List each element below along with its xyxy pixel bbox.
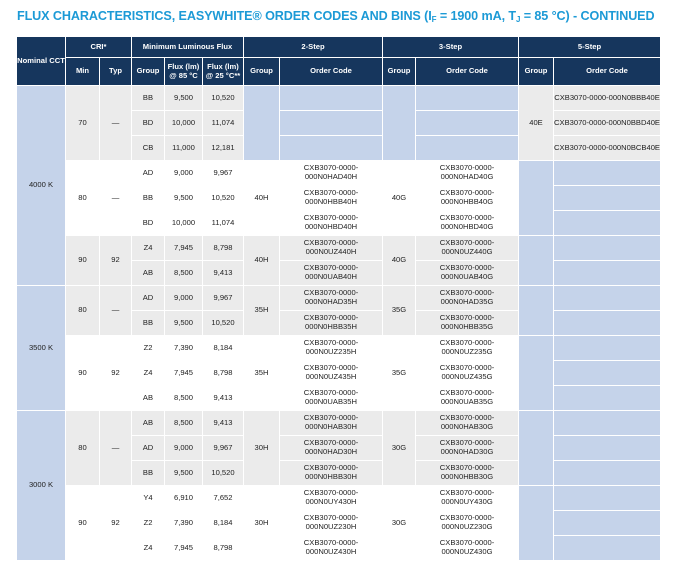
flux-group-cell: Z4 (132, 536, 165, 561)
step5-order-code-cell (554, 411, 661, 436)
flux-85-cell: 9,000 (165, 161, 203, 186)
flux-group-cell: Z2 (132, 511, 165, 536)
step2-order-code-cell: CXB3070-0000-000N0UZ430H (280, 536, 383, 561)
flux-25-cell: 10,520 (203, 461, 244, 486)
cri-typ-cell: — (100, 86, 132, 161)
table-row (17, 286, 661, 311)
step2-group-cell: 30H (244, 411, 280, 486)
step2-order-code-cell: CXB3070-0000-000N0UZ440H (280, 236, 383, 261)
nominal-cct-cell: 3500 K (17, 286, 66, 411)
nominal-cct-cell: 4000 K (17, 86, 66, 286)
step5-order-code-cell: CXB3070-0000-000N0BCB40E (554, 136, 661, 161)
flux-85-cell: 9,500 (165, 461, 203, 486)
step5-order-code-cell (554, 311, 661, 336)
page-title: FLUX CHARACTERISTICS, EASYWHITE® ORDER CODES AND BINS ($I_F = 1900$ mA, $T_J = 85$ °C) - CONTINUED (17, 9, 655, 24)
flux-85-cell: 7,390 (165, 336, 203, 361)
cri-min-cell: 70 (66, 86, 100, 161)
step2-order-code-cell: CXB3070-0000-000N0UZ435H (280, 361, 383, 386)
step5-order-code-cell (554, 386, 661, 411)
header-flux-85: Flux (lm) @ 85 °C (165, 58, 203, 86)
step5-group-cell: 40E (519, 86, 554, 161)
flux-group-cell: AB (132, 261, 165, 286)
step2-order-code-cell: CXB3070-0000-000N0UAB40H (280, 261, 383, 286)
flux-25-cell: 9,413 (203, 386, 244, 411)
flux-25-cell: 9,967 (203, 436, 244, 461)
flux-25-cell: 11,074 (203, 211, 244, 236)
cri-typ-cell: 92 (100, 486, 132, 561)
step2-order-code-cell (280, 111, 383, 136)
step2-order-code-cell (280, 86, 383, 111)
step2-group-cell: 30H (244, 486, 280, 561)
flux-85-cell: 8,500 (165, 386, 203, 411)
header-3step-group: Group (383, 58, 416, 86)
step5-order-code-cell (554, 461, 661, 486)
header-min-luminous-flux: Minimum Luminous Flux (132, 37, 244, 58)
step2-group-cell: 40H (244, 236, 280, 286)
flux-85-cell: 10,000 (165, 111, 203, 136)
flux-25-cell: 10,520 (203, 186, 244, 211)
flux-85-cell: 8,500 (165, 411, 203, 436)
flux-group-cell: AB (132, 386, 165, 411)
flux-group-cell: CB (132, 136, 165, 161)
cri-min-cell: 90 (66, 336, 100, 411)
step5-order-code-cell (554, 211, 661, 236)
header-2-step: 2-Step (244, 37, 383, 58)
step2-order-code-cell (280, 136, 383, 161)
step3-order-code-cell: CXB3070-0000-000N0HBB30G (416, 461, 519, 486)
step5-order-code-cell (554, 436, 661, 461)
step5-group-cell (519, 286, 554, 336)
flux-85-cell: 6,910 (165, 486, 203, 511)
flux-85-cell: 7,945 (165, 536, 203, 561)
cri-min-cell: 80 (66, 411, 100, 486)
step3-order-code-cell: CXB3070-0000-000N0HAD35G (416, 286, 519, 311)
step5-order-code-cell (554, 486, 661, 511)
step3-order-code-cell: CXB3070-0000-000N0UZ440G (416, 236, 519, 261)
flux-85-cell: 9,500 (165, 311, 203, 336)
flux-25-cell: 9,967 (203, 161, 244, 186)
flux-25-cell: 8,184 (203, 511, 244, 536)
cri-min-cell: 90 (66, 236, 100, 286)
flux-25-cell: 9,967 (203, 286, 244, 311)
header-nominal-cct: Nominal CCT (17, 37, 66, 86)
flux-group-cell: BD (132, 111, 165, 136)
cri-typ-cell: 92 (100, 236, 132, 286)
flux-85-cell: 10,000 (165, 211, 203, 236)
flux-85-cell: 7,945 (165, 361, 203, 386)
step3-order-code-cell: CXB3070-0000-000N0HBB35G (416, 311, 519, 336)
table-row (17, 336, 661, 361)
flux-25-cell: 11,074 (203, 111, 244, 136)
step3-order-code-cell: CXB3070-0000-000N0HAB30G (416, 411, 519, 436)
flux-group-cell: AD (132, 286, 165, 311)
cri-min-cell: 90 (66, 486, 100, 561)
step2-group-cell (244, 86, 280, 161)
header-flux-25: Flux (lm) @ 25 °C** (203, 58, 244, 86)
step3-order-code-cell: CXB3070-0000-000N0UZ235G (416, 336, 519, 361)
flux-25-cell: 10,520 (203, 311, 244, 336)
step3-order-code-cell: CXB3070-0000-000N0HBD40G (416, 211, 519, 236)
header-3-step: 3-Step (383, 37, 519, 58)
step3-group-cell: 40G (383, 161, 416, 236)
step3-order-code-cell: CXB3070-0000-000N0HBB40G (416, 186, 519, 211)
flux-group-cell: BD (132, 211, 165, 236)
header-2step-order-code: Order Code (280, 58, 383, 86)
flux-group-cell: AD (132, 436, 165, 461)
step5-order-code-cell (554, 511, 661, 536)
flux-group-cell: AB (132, 411, 165, 436)
flux-85-cell: 7,945 (165, 236, 203, 261)
flux-25-cell: 10,520 (203, 86, 244, 111)
flux-85-cell: 11,000 (165, 136, 203, 161)
flux-group-cell: Z2 (132, 336, 165, 361)
step5-order-code-cell (554, 336, 661, 361)
nominal-cct-cell: 3000 K (17, 411, 66, 561)
flux-85-cell: 8,500 (165, 261, 203, 286)
flux-85-cell: 9,000 (165, 286, 203, 311)
table-row (17, 411, 661, 436)
cri-min-cell: 80 (66, 286, 100, 336)
step3-group-cell: 30G (383, 411, 416, 486)
step5-group-cell (519, 236, 554, 286)
cri-typ-cell: — (100, 411, 132, 486)
header-2step-group: Group (244, 58, 280, 86)
step2-order-code-cell: CXB3070-0000-000N0HBD40H (280, 211, 383, 236)
flux-25-cell: 9,413 (203, 411, 244, 436)
table-row (17, 161, 661, 186)
step3-order-code-cell (416, 86, 519, 111)
step2-order-code-cell: CXB3070-0000-000N0HAD35H (280, 286, 383, 311)
flux-group-cell: Z4 (132, 361, 165, 386)
step3-order-code-cell: CXB3070-0000-000N0UAB35G (416, 386, 519, 411)
step5-order-code-cell (554, 286, 661, 311)
step3-order-code-cell: CXB3070-0000-000N0HAD30G (416, 436, 519, 461)
flux-group-cell: Y4 (132, 486, 165, 511)
step2-group-cell: 35H (244, 336, 280, 411)
flux-85-cell: 9,000 (165, 436, 203, 461)
header-5-step: 5-Step (519, 37, 661, 58)
flux-85-cell: 9,500 (165, 86, 203, 111)
step3-group-cell: 30G (383, 486, 416, 561)
step5-order-code-cell (554, 536, 661, 561)
step5-group-cell (519, 161, 554, 236)
step3-group-cell: 35G (383, 286, 416, 336)
step3-group-cell: 40G (383, 236, 416, 286)
step3-order-code-cell: CXB3070-0000-000N0UAB40G (416, 261, 519, 286)
step5-order-code-cell (554, 186, 661, 211)
flux-group-cell: BB (132, 186, 165, 211)
table-row (17, 86, 661, 111)
step3-order-code-cell: CXB3070-0000-000N0UZ230G (416, 511, 519, 536)
flux-25-cell: 8,798 (203, 536, 244, 561)
cri-typ-cell: — (100, 161, 132, 236)
step2-order-code-cell: CXB3070-0000-000N0HBB40H (280, 186, 383, 211)
step5-group-cell (519, 336, 554, 411)
step5-order-code-cell: CXB3070-0000-000N0BBB40E (554, 86, 661, 111)
step3-order-code-cell: CXB3070-0000-000N0UZ430G (416, 536, 519, 561)
flux-group-cell: BB (132, 461, 165, 486)
step5-group-cell (519, 486, 554, 561)
step3-order-code-cell (416, 136, 519, 161)
header-5step-order-code: Order Code (554, 58, 661, 86)
flux-25-cell: 8,798 (203, 236, 244, 261)
step5-order-code-cell (554, 361, 661, 386)
step2-order-code-cell: CXB3070-0000-000N0UAB35H (280, 386, 383, 411)
step3-group-cell: 35G (383, 336, 416, 411)
cri-typ-cell: — (100, 286, 132, 336)
cri-typ-cell: 92 (100, 336, 132, 411)
step5-order-code-cell (554, 236, 661, 261)
step2-order-code-cell: CXB3070-0000-000N0HBB35H (280, 311, 383, 336)
step3-order-code-cell: CXB3070-0000-000N0HAD40G (416, 161, 519, 186)
header-cri-typ: Typ (100, 58, 132, 86)
step3-order-code-cell: CXB3070-0000-000N0UZ435G (416, 361, 519, 386)
header-cri-min: Min (66, 58, 100, 86)
step5-group-cell (519, 411, 554, 486)
flux-25-cell: 8,798 (203, 361, 244, 386)
step2-order-code-cell: CXB3070-0000-000N0HBB30H (280, 461, 383, 486)
flux-group-cell: AD (132, 161, 165, 186)
header-flux-group: Group (132, 58, 165, 86)
step5-order-code-cell (554, 261, 661, 286)
step5-order-code-cell (554, 161, 661, 186)
step5-order-code-cell: CXB3070-0000-000N0BBD40E (554, 111, 661, 136)
cri-min-cell: 80 (66, 161, 100, 236)
flux-85-cell: 7,390 (165, 511, 203, 536)
step2-order-code-cell: CXB3070-0000-000N0UZ230H (280, 511, 383, 536)
flux-85-cell: 9,500 (165, 186, 203, 211)
step2-order-code-cell: CXB3070-0000-000N0HAD40H (280, 161, 383, 186)
flux-25-cell: 7,652 (203, 486, 244, 511)
step2-order-code-cell: CXB3070-0000-000N0HAD30H (280, 436, 383, 461)
flux-25-cell: 8,184 (203, 336, 244, 361)
step2-group-cell: 35H (244, 286, 280, 336)
flux-group-cell: BB (132, 311, 165, 336)
flux-characteristics-table (16, 36, 661, 561)
header-5step-group: Group (519, 58, 554, 86)
step2-group-cell: 40H (244, 161, 280, 236)
step3-group-cell (383, 86, 416, 161)
table-body (17, 86, 661, 561)
table-row (17, 486, 661, 511)
step3-order-code-cell: CXB3070-0000-000N0UY430G (416, 486, 519, 511)
table-row (17, 236, 661, 261)
flux-25-cell: 12,181 (203, 136, 244, 161)
flux-group-cell: Z4 (132, 236, 165, 261)
step3-order-code-cell (416, 111, 519, 136)
step2-order-code-cell: CXB3070-0000-000N0UZ235H (280, 336, 383, 361)
header-3step-order-code: Order Code (416, 58, 519, 86)
step2-order-code-cell: CXB3070-0000-000N0UY430H (280, 486, 383, 511)
flux-group-cell: BB (132, 86, 165, 111)
header-cri: CRI* (66, 37, 132, 58)
step2-order-code-cell: CXB3070-0000-000N0HAB30H (280, 411, 383, 436)
flux-25-cell: 9,413 (203, 261, 244, 286)
